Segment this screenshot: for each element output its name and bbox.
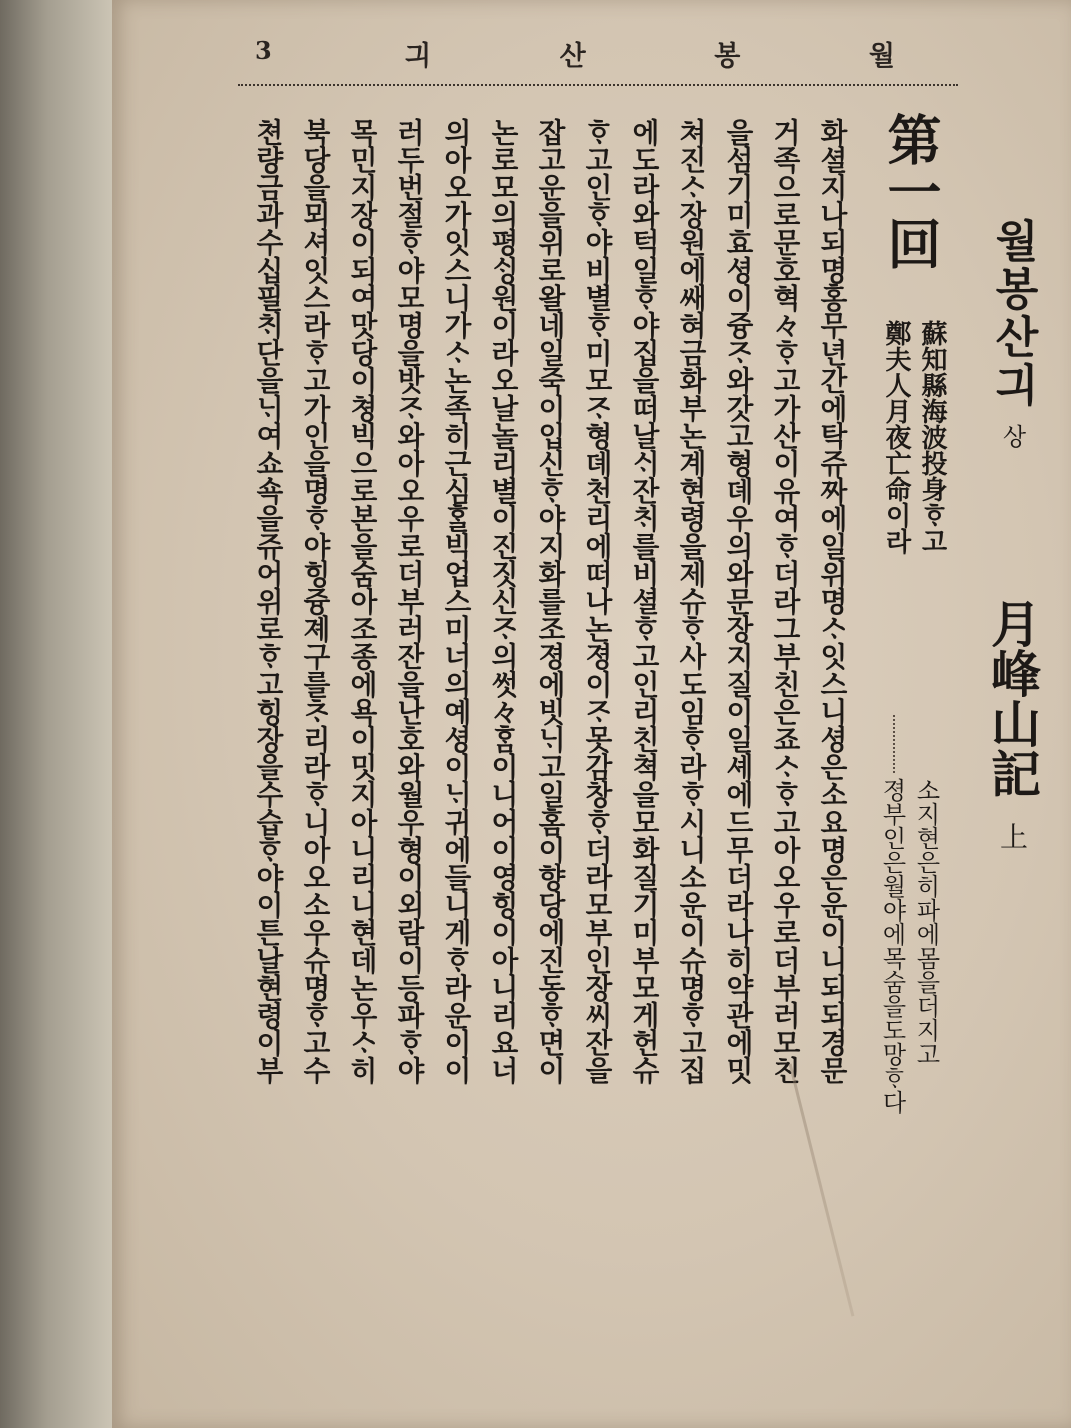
title-hanja-volume: 上	[996, 822, 1029, 850]
title-hangul: 월봉산긔	[987, 218, 1038, 410]
facing-page-edge	[0, 0, 118, 1428]
running-title-char: 긔	[405, 41, 432, 72]
body-column-9: 의아오가잇스니가ᄉᆞ논족히근심ᄒᆞᆯ빅업스미너의예셩이ᄂᆡ귀에들니게ᄒᆞ라운이이	[439, 118, 472, 1084]
running-title-char: 산	[559, 41, 586, 72]
chapter-label: 第一回	[879, 112, 943, 268]
subtitle-dotted-rule	[893, 715, 895, 773]
body-column-1: 화셜지나되명홍무년간에탁쥬짜에일위명ᄉᆞ잇스니셩은소요명은운이니되되경문	[815, 118, 848, 1084]
title-hanja: 月峰山記	[983, 598, 1042, 798]
body-column-3: 을섬기미효셩이즁ᄌᆞ와갓고형뎨우의와문장지질이일셰에드무더라나히약관에밋	[721, 118, 754, 1084]
body-column-5: 에도라와턱일ᄒᆞ야집을떠날ᄉᆡ잔ᄎᆡ를비셜ᄒᆞ고인리친쳑을모화질기미부모게헌슈	[627, 118, 660, 1084]
chapter-subtitle-line1: 蘇知縣海波投身ᄒᆞ고	[917, 320, 947, 554]
chapter-gloss-line1: 소지현은히파에몸을더지고	[912, 778, 940, 1066]
body-column-11: 목민지장이되여맛당이쳥빅으로본을숨아조종에욕이밋지아니리니현데논우ᄉᆞ히	[345, 118, 378, 1084]
chapter-subtitle-line2: 鄭夫人月夜亡命이라	[881, 320, 911, 554]
body-column-13: 쳔량금과수십필ᄎᆡ단을ᄂᆡ여쇼쇽을쥬어위로ᄒᆞ고힝장을수습ᄒᆞ야이튼날현령이부	[251, 118, 284, 1084]
running-title	[405, 34, 895, 73]
body-column-7: 잡고운을위로왈네일죽이입신ᄒᆞ야지화를조졍에빗ᄂᆡ고일홈이향당에진동ᄒᆞ면이	[533, 118, 566, 1084]
body-column-6: ᄒᆞ고인ᄒᆞ야비별ᄒᆞ미모ᄌᆞ형뎨천리에떠나논졍이ᄌᆞ못감창ᄒᆞ더라모부인장씨잔을	[580, 118, 613, 1084]
body-column-12: 북당을뫼셔잇스라ᄒᆞ고가인을명ᄒᆞ야힝즁졔구를ᄎᆞ리라ᄒᆞ니아오소우슈명ᄒᆞ고수	[298, 118, 331, 1084]
running-title-char: 월	[868, 41, 895, 72]
chapter-gloss-line2: 졍부인은월야에목숨을도망ᄒᆞ다	[878, 778, 906, 1114]
page-number: 3	[255, 36, 272, 65]
header-dotted-rule	[238, 84, 958, 86]
title-hangul-volume: 상	[998, 424, 1026, 448]
body-column-2: 거족으로문호혁々ᄒᆞ고가산이유여ᄒᆞ더라그부친은죠ᄉᆞᄒᆞ고아오우로더부러모친	[768, 118, 801, 1084]
book-title	[983, 218, 1042, 850]
body-column-8: 논로모의평ᄉᆡᆼ원이라오날놀리별이진짓신ᄌᆞ의썻々ᄒᆞᆷ이니어이영힝이아니리요너	[486, 118, 519, 1084]
body-column-4: 쳐진ᄉᆞ장원에쌔혀금화부논계현령을제슈ᄒᆞ사도임ᄒᆞ라ᄒᆞ시니소운이슈명ᄒᆞ고집	[674, 118, 707, 1084]
running-title-char: 봉	[714, 41, 741, 72]
body-column-10: 러두번절ᄒᆞ야모명을밧ᄌᆞ와아오우로더부러잔을난호와월우형이외람이등파ᄒᆞ야	[392, 118, 425, 1084]
